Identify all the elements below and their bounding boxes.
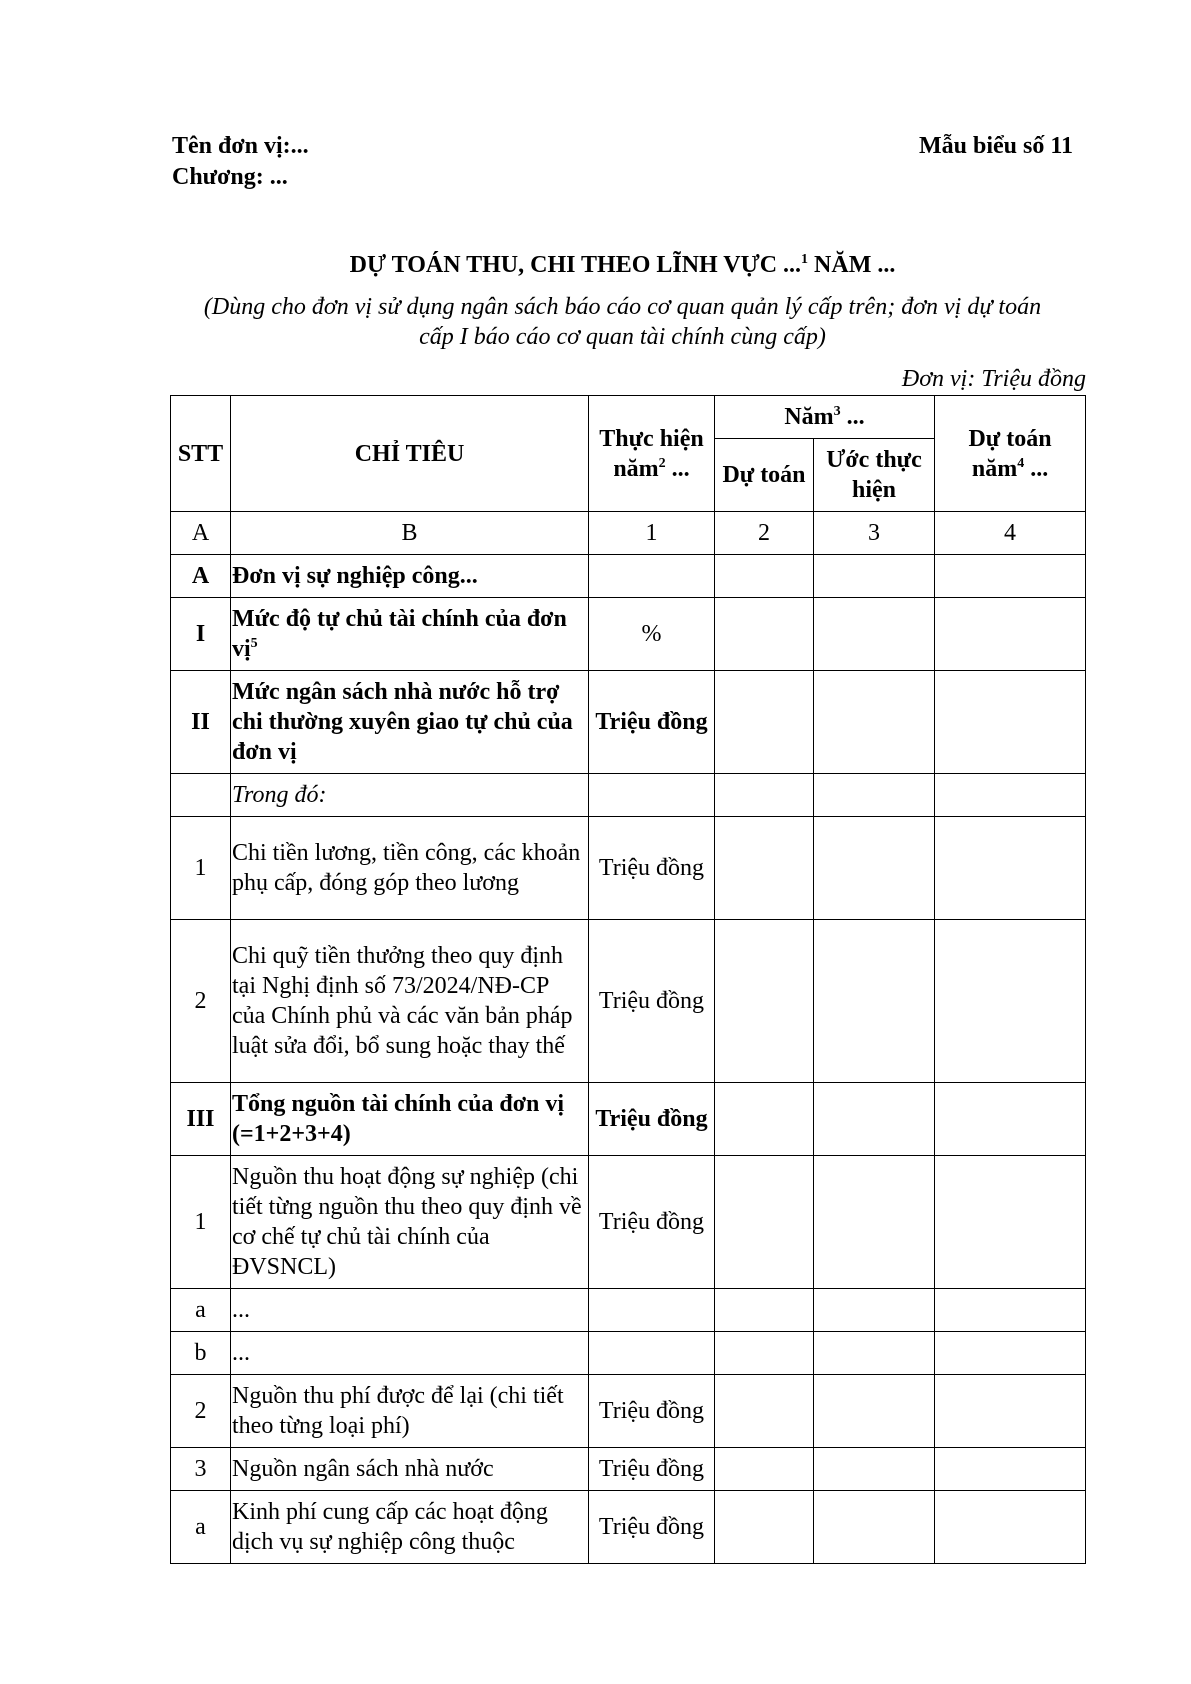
header-du-toan-nam-line1: Dự toán [968, 425, 1052, 452]
header-thuc-hien-nam: năm [613, 455, 659, 482]
table-row [171, 817, 1086, 920]
row-label: Chi quỹ tiền thưởng theo quy định tại Nghị định số 73/2024/NĐ-CP của Chính phủ và các văn bản pháp luật sửa đổi, bổ sung hoặc thay thế [231, 920, 589, 1083]
value-cell [814, 1083, 935, 1156]
value-cell [814, 1491, 935, 1564]
value-cell [715, 1491, 814, 1564]
row-stt: 1 [171, 1156, 231, 1289]
row-label: Tổng nguồn tài chính của đơn vị (=1+2+3+4) [231, 1083, 589, 1156]
subtitle-line-1: (Dùng cho đơn vị sử dụng ngân sách báo cáo cơ quan quản lý cấp trên; đơn vị dự toán [203, 294, 1042, 320]
document-subtitle [160, 292, 1085, 352]
value-cell [715, 1156, 814, 1289]
value-cell [935, 920, 1086, 1083]
header-du-toan: Dự toán [715, 439, 814, 512]
value-cell [814, 1289, 935, 1332]
row-stt: b [171, 1332, 231, 1375]
table-row [171, 1156, 1086, 1289]
row-label: Chi tiền lương, tiền công, các khoản phụ cấp, đóng góp theo lương [231, 817, 589, 920]
row-stt: 2 [171, 920, 231, 1083]
subtitle-line-2: cấp I báo cáo cơ quan tài chính cùng cấp) [419, 324, 826, 350]
row-label: Nguồn thu hoạt động sự nghiệp (chi tiết từng nguồn thu theo quy định về cơ chế tự chủ tài chính của ĐVSNCL) [231, 1156, 589, 1289]
value-cell [814, 774, 935, 817]
header-nam-group [715, 396, 935, 439]
value-cell [935, 555, 1086, 598]
value-cell [814, 555, 935, 598]
row-unit: Triệu đồng [589, 1375, 715, 1448]
value-cell [814, 1375, 935, 1448]
currency-unit-note: Đơn vị: Triệu đồng [901, 366, 1086, 392]
value-cell [935, 1448, 1086, 1491]
row-unit [589, 1332, 715, 1375]
row-label: ... [231, 1332, 589, 1375]
row-label [231, 598, 589, 671]
index-cell-2: 2 [715, 512, 814, 555]
index-cell-b: B [231, 512, 589, 555]
index-cell-3: 3 [814, 512, 935, 555]
value-cell [814, 1448, 935, 1491]
table-row [171, 555, 1086, 598]
row-unit: Triệu đồng [589, 1083, 715, 1156]
value-cell [715, 1083, 814, 1156]
table-row [171, 920, 1086, 1083]
row-stt: III [171, 1083, 231, 1156]
index-cell-a: A [171, 512, 231, 555]
document-title-suffix: NĂM ... [808, 252, 896, 278]
row-unit [589, 1289, 715, 1332]
table-row [171, 671, 1086, 774]
footnote-1: 1 [801, 252, 809, 267]
row-stt: 1 [171, 817, 231, 920]
value-cell [814, 671, 935, 774]
row-unit: % [589, 598, 715, 671]
value-cell [935, 1289, 1086, 1332]
value-cell [935, 1156, 1086, 1289]
index-cell-1: 1 [589, 512, 715, 555]
table-row [171, 774, 1086, 817]
header-uoc-thuc: Ước thực [826, 447, 922, 473]
row-label: Mức ngân sách nhà nước hỗ trợ chi thường xuyên giao tự chủ của đơn vị [231, 671, 589, 774]
header-chi-tieu: CHỈ TIÊU [231, 396, 589, 512]
budget-table [170, 395, 1086, 1564]
value-cell [814, 920, 935, 1083]
row-unit [589, 774, 715, 817]
table-row [171, 598, 1086, 671]
header-thuc-hien-line1: Thực hiện [599, 425, 704, 452]
value-cell [814, 817, 935, 920]
form-number: Mẫu biểu số 11 [918, 133, 1073, 159]
value-cell [715, 774, 814, 817]
value-cell [715, 555, 814, 598]
row-unit: Triệu đồng [589, 817, 715, 920]
table-row [171, 1448, 1086, 1491]
value-cell [935, 817, 1086, 920]
table-row [171, 1289, 1086, 1332]
header-uoc-thuc-hien [814, 439, 935, 512]
value-cell [935, 598, 1086, 671]
value-cell [935, 1375, 1086, 1448]
header-hien: hiện [852, 477, 897, 503]
value-cell [814, 1156, 935, 1289]
row-stt: II [171, 671, 231, 774]
row-label: Nguồn thu phí được để lại (chi tiết theo từng loại phí) [231, 1375, 589, 1448]
table-row [171, 1083, 1086, 1156]
value-cell [935, 774, 1086, 817]
unit-name-label: Tên đơn vị:... [172, 133, 309, 159]
header-nam-suffix: ... [840, 404, 865, 430]
row-unit: Triệu đồng [589, 671, 715, 774]
row-unit [589, 555, 715, 598]
document-title [160, 250, 1085, 280]
row-stt [171, 774, 231, 817]
row-unit: Triệu đồng [589, 1448, 715, 1491]
value-cell [935, 671, 1086, 774]
row-label: Nguồn ngân sách nhà nước [231, 1448, 589, 1491]
value-cell [715, 598, 814, 671]
row-label-text: Mức độ tự chủ tài chính của đơn vị [232, 606, 567, 662]
value-cell [715, 1375, 814, 1448]
index-row [171, 512, 1086, 555]
value-cell [814, 1332, 935, 1375]
value-cell [935, 1332, 1086, 1375]
value-cell [715, 1332, 814, 1375]
header-thuc-hien-line2 [590, 454, 713, 484]
row-unit: Triệu đồng [589, 1156, 715, 1289]
footnote-5: 5 [250, 636, 258, 651]
header-du-toan-nam-suffix: ... [1024, 455, 1049, 482]
value-cell [715, 920, 814, 1083]
row-label: Kinh phí cung cấp các hoạt động dịch vụ sự nghiệp công thuộc [231, 1491, 589, 1564]
header-du-toan-nam-word: năm [971, 455, 1018, 482]
row-unit: Triệu đồng [589, 1491, 715, 1564]
header-thuc-hien [589, 396, 715, 512]
row-stt: A [171, 555, 231, 598]
value-cell [814, 598, 935, 671]
footnote-3: 3 [833, 404, 841, 419]
row-stt: 2 [171, 1375, 231, 1448]
row-stt: a [171, 1491, 231, 1564]
document-title-text: DỰ TOÁN THU, CHI THEO LĨNH VỰC ... [349, 252, 802, 278]
row-unit: Triệu đồng [589, 920, 715, 1083]
header-thuc-hien-suffix: ... [665, 455, 690, 482]
footnote-2: 2 [658, 455, 666, 471]
row-stt: I [171, 598, 231, 671]
row-stt: 3 [171, 1448, 231, 1491]
table-row [171, 1491, 1086, 1564]
chapter-label: Chương: ... [172, 164, 288, 190]
row-stt: a [171, 1289, 231, 1332]
header-du-toan-nam-line2 [936, 454, 1084, 484]
footnote-4: 4 [1017, 455, 1025, 471]
row-label: Đơn vị sự nghiệp công... [231, 555, 589, 598]
value-cell [715, 1289, 814, 1332]
header-du-toan-nam [935, 396, 1086, 512]
row-label: ... [231, 1289, 589, 1332]
table-row [171, 1375, 1086, 1448]
header-stt: STT [171, 396, 231, 512]
value-cell [715, 671, 814, 774]
value-cell [935, 1083, 1086, 1156]
row-label: Trong đó: [231, 774, 589, 817]
index-cell-4: 4 [935, 512, 1086, 555]
value-cell [935, 1491, 1086, 1564]
value-cell [715, 1448, 814, 1491]
table-row [171, 1332, 1086, 1375]
value-cell [715, 817, 814, 920]
header-nam: Năm [784, 404, 834, 430]
